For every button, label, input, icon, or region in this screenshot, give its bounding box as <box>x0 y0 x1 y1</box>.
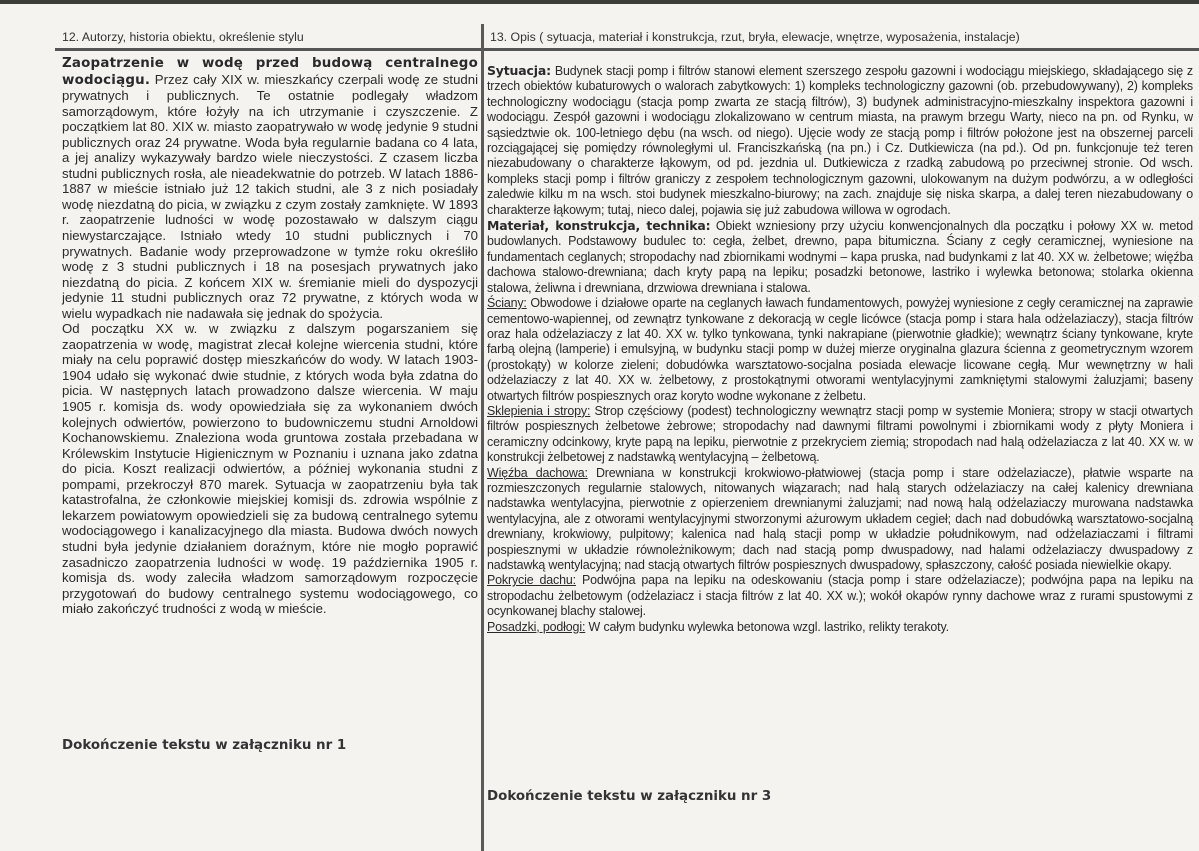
section-label: Pokrycie dachu: <box>487 573 576 588</box>
section-text: Podwójna papa na lepiku na odeskowaniu (stacja pomp i stare odżelaziacze); podwójna papa na lepiku na stropodachu żelbetowym (odżelaziacz i stacja filtrów z lat 40. XX w.); wokół okapów rynny dachowe wraz z rurami spustowymi z ocynkowanej blachy stalowej. <box>487 573 1193 619</box>
description-column <box>487 63 1193 635</box>
section-text: W całym budynku wylewka betonowa wzgl. lastriko, relikty terakoty. <box>585 619 949 634</box>
history-column <box>62 55 478 617</box>
description-section <box>487 620 1193 635</box>
section-label: Sklepienia i stropy: <box>487 403 591 418</box>
section-text: Drewniana w konstrukcji krokwiowo-płatwiowej (stacja pomp i stare odżelaziacze), płatwie wsparte na rozmieszczonych regularnie stalowych, nitowanych wiązarach; nad halą starych odżelaziaczy na całej kalenicy drewniana nadstawka wentylacyjna, pierwotnie z opierzeniem drewnianymi żaluzjami; nad nową halą odżelaziaczy murowana nadstawka wentylacyjna, ale z otworami wentylacyjnymi stworzonymi ażurowym układem cegieł; dach nad dobudówką warsztatowo-socjalną drewniany, krokwiowy, pulpitowy; kalenica nad halą stacji pomp w układzie południkowym, nad odżelaziaczami i filtrami pospiesznymi w układzie równoleżnikowym; dach nad stacją pomp dwuspadowy, nad halami odżelaziaczy dwuspadowy z nadstawką wentylacyjną; nad stacją otwartych filtrów pospiesznych dwuspadowy, spłaszczony, całość posiada niewielkie okapy. <box>487 465 1193 572</box>
history-heading: Zaopatrzenie w wodę przed budową centralnego wodociągu. <box>62 56 478 88</box>
description-footer: Dokończenie tekstu w załączniku nr 3 <box>487 789 772 804</box>
header-divider <box>55 48 1199 51</box>
scan-top-edge <box>0 0 1199 4</box>
section-label: Sytuacja: <box>487 63 551 78</box>
description-section <box>487 296 1193 404</box>
description-section <box>487 404 1193 466</box>
section-text: Obiekt wzniesiony przy użyciu konwencjonalnych dla początku i połowy XX w. metod budowlanych. Podstawowy budulec to: cegła, żelbet, drewno, papa bitumiczna. Ściany z cegły ceramicznej, wyniesione na fundamentach ceglanych; stropodachy nad zbiornikami wodnymi – kapa pruska, nad budynkami z lat 40. XX w. żelbetowe; więźba dachowa stalowo-drewniana; dach kryty papą na lepiku; posadzki betonowe, lastriko i wylewka betonowa; stolarka okienna stalowa, żeliwna i drewniana, drzwiowa drewniana i stalowa. <box>487 219 1193 295</box>
history-paragraph-2: Od początku XX w. w związku z dalszym pogarszaniem się zaopatrzenia w wodę, magistrat zlecał kolejne wiercenia studni, które miały na celu poprawić dostęp mieszkańców do wody. W latach 1903-1904 udało się wykonać dwie studnie, z których woda była zdatna do picia. W następnych latach prowadzono dalsze wiercenia. W maju 1905 r. komisja ds. wody opowiedziała się za wykonaniem dwóch kolejnych odwiertów, powierzono to budowniczemu studni Arnoldowi Kochanowskiemu. Znaleziona woda gruntowa została przebadana w Królewskim Instytucie Higienicznym w Poznaniu i uznana jako zdatna do picia. Koszt realizacji odwiertów, a później wykonania studni z pompami, przekroczył 870 marek. Sytuacja w zaopatrzeniu była tak katastrofalna, że członkowie miejskiej komisji ds. zdrowia wspólnie z lekarzem powiatowym opowiedzieli się za budową centralnego sytemu wodociągowego i kanalizacyjnego dla miasta. Budowa dwóch nowych studni była jedynie działaniem doraźnym, które nie mogło poprawić zasadniczo zaopatrzenia ludności w wodę. 19 października 1905 r. komisja ds. wody zaleciła władzom samorządowym rozpoczęcie przygotowań do budowy centralnego systemu wodociągowego, co miało zakończyć trudności z wodą w mieście. <box>62 321 478 617</box>
description-section <box>487 218 1193 296</box>
section-label: Posadzki, podłogi: <box>487 619 586 634</box>
section-label: Więźba dachowa: <box>487 465 588 480</box>
history-footer: Dokończenie tekstu w załączniku nr 1 <box>62 738 347 753</box>
description-section <box>487 63 1193 218</box>
description-section <box>487 573 1193 619</box>
description-section <box>487 466 1193 574</box>
section-label: Materiał, konstrukcja, technika: <box>487 218 711 234</box>
column-divider <box>481 24 484 851</box>
section-text: Strop częściowy (podest) technologiczny wewnątrz stacji pomp w systemie Moniera; stropy w stacji otwartych filtrów pospiesznych żelbetowe żebrowe; stropodachy nad dawnymi filtrami powolnymi i zbiornikami wody z płyty Moniera i ceramiczny odcinkowy, kryte papą na lepiku, pierwotnie z przekryciem ziemią; stropodach nad halą odżelaziacza z lat 40. XX w. w konstrukcji żelbetowej z nadstawką wentylacyjną – żelbetową. <box>487 403 1194 465</box>
section-label: Ściany: <box>487 296 527 311</box>
history-text-1: Przez cały XIX w. mieszkańcy czerpali wodę ze studni prywatnych i publicznych. Te ostatnie podlegały władzom samorządowym, które łożyły na ich utrzymanie i czyszczenie. Z początkiem lat 80. XIX w. miasto zaopatrywało w wodę jedynie 9 studni publicznych oraz 24 prywatne. Woda była regularnie badana co 4 lata, a jej analizy wykazywały bardzo wiele nieczystości. Z czasem liczba studni publicznych rosła, ale nieadekwatnie do potrzeb. W latach 1886-1887 w mieście istniało już 12 takich studni, ale 3 z nich posiadały wodę niezdatną do picia, w związku z czym zostały zamknięte. W 1893 r. zaopatrzenie ludności w wodę pozostawało w dalszym ciągu niewystarczające. Istniało wtedy 10 studni publicznych i 70 prywatnych. Badanie wody przeprowadzone w tymże roku określiło wodę z 3 studni publicznych i 18 na posesjach prywatnych jako niezdatną do picia. Z końcem XIX w. śremianie mieli do dyspozycji jedynie 11 studni publicznych oraz 72 prywatne, z których woda w wielu wypadkach nie nadawała się jednak do spożycia. <box>62 71 478 321</box>
section-text: Obwodowe i działowe oparte na ceglanych ławach fundamentowych, powyżej wyniesione z cegły ceramicznej na zaprawie cementowo-wapiennej, od zewnątrz tynkowane z dekoracją w cegle licówce (stacja pomp i stara hala odżelaziaczy), stacja filtrów oraz hala odżelaziaczy z lat 40. XX w. tylko tynkowana, tynki nakrapiane (pierwotnie gładkie); wewnątrz ściany tynkowane, kryte farbą olejną (lamperie) i emulsyjną, w budynku stacji pomp w dużej mierze oryginalna glazura ścienna z geometrycznym wzorem (prostokąty) w kolorze zieleni; dobudówka warsztatowo-socjalna posiada elewacje licowane cegłą. Mur wewnętrzny w hali odżelaziaczy z lat 40. XX w. żelbetowy, z prostokątnymi otworami wentylacyjnymi zamkniętymi stalowymi żaluzjami; baseny otwartych filtrów pospiesznych oraz koryto wodne wykonane z żelbetu. <box>487 296 1193 403</box>
header-left: 12. Autorzy, historia obiektu, określenie stylu <box>62 30 304 44</box>
section-text: Budynek stacji pomp i filtrów stanowi element szerszego zespołu gazowni i wodociągu miejskiego, składającego się z trzech obiektów kubaturowych o walorach zabytkowych: 1) kompleks technologiczny gazowni (ob. przebudowywany), 2) kompleks technologiczny wodociągu (stacja pomp zwarta ze stacją filtrów), 3) budynek administracyjno-mieszkalny inspektora gazowni i wodociągu. Zespół gazowni i wodociągu zlokalizowano w centrum miasta, na prawym brzegu Warty, nieco na pn. od Rynku, w sąsiedztwie ok. 100-letniego dębu (na wsch. od niego). Ujęcie wody ze stacją pomp i filtrów położone jest na obszernej parceli rozciągającej się pomiędzy równoległymi ul. Franciszkańską (na pn.) i Cz. Dutkiewicza (na pd.). Od pn. funkcjonuje też teren niezabudowany o charakterze łąkowym, od pd. jezdnia ul. Dutkiewicza z rzadką zabudową po przeciwnej stronie. Od wsch. kompleks stacji pomp i filtrów graniczy z zespołem technologicznym gazowni, ulokowanym na dużym podwórzu, a w odległości zaledwie kilku m na wsch. stoi budynek mieszkalno-biurowy; na zach. znajduje się niska skarpa, a dalej teren niezabudowany o charakterze łąkowym; tutaj, nieco dalej, pojawia się już zabudowa willowa w ogrodach. <box>487 64 1193 217</box>
header-right: 13. Opis ( sytuacja, materiał i konstrukcja, rzut, bryła, elewacje, wnętrze, wyposażenia, instalacje) <box>490 30 1020 44</box>
history-paragraph-1 <box>62 55 478 321</box>
